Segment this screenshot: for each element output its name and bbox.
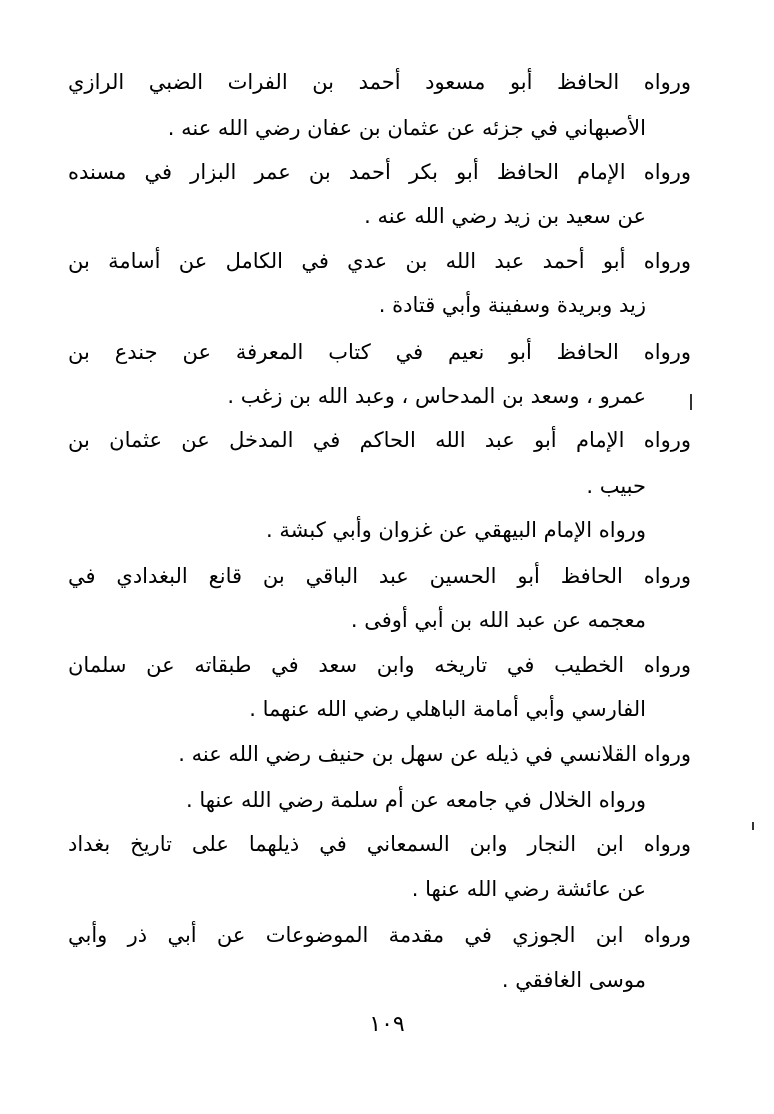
margin-mark — [690, 394, 692, 410]
text-line-10: حبيب . — [586, 474, 646, 498]
text-line-18: ورواه ابن النجار وابن السمعاني في ذيلهما على تاريخ بغداد — [68, 832, 691, 856]
text-line-20: ورواه ابن الجوزي في مقدمة الموضوعات عن أبي ذر وأبي — [68, 923, 691, 947]
text-line-6: زيد وبريدة وسفينة وأبي قتادة . — [378, 293, 646, 317]
text-line-14: ورواه الخطيب في تاريخه وابن سعد في طبقاته عن سلمان — [68, 653, 691, 677]
text-line-21: موسى الغافقي . — [501, 968, 646, 992]
text-line-9: ورواه الإمام أبو عبد الله الحاكم في المدخل عن عثمان بن — [68, 428, 691, 452]
text-line-12: ورواه الحافظ أبو الحسين عبد الباقي بن قانع البغدادي في — [68, 564, 691, 588]
margin-mark — [752, 822, 754, 830]
text-line-4: عن سعيد بن زيد رضي الله عنه . — [364, 204, 646, 228]
text-line-16: ورواه القلانسي في ذيله عن سهل بن حنيف رضي الله عنه . — [178, 742, 691, 766]
text-line-8: عمرو ، وسعد بن المدحاس ، وعبد الله بن زغب . — [227, 384, 646, 408]
text-line-19: عن عائشة رضي الله عنها . — [411, 877, 646, 901]
text-line-17: ورواه الخلال في جامعه عن أم سلمة رضي الله عنها . — [186, 788, 646, 812]
text-line-2: الأصبهاني في جزئه عن عثمان بن عفان رضي الله عنه . — [167, 116, 646, 140]
text-line-15: الفارسي وأبي أمامة الباهلي رضي الله عنهما . — [249, 697, 646, 721]
text-line-11: ورواه الإمام البيهقي عن غزوان وأبي كبشة . — [266, 518, 646, 542]
text-line-3: ورواه الإمام الحافظ أبو بكر أحمد بن عمر البزار في مسنده — [68, 160, 691, 184]
text-line-13: معجمه عن عبد الله بن أبي أوفى . — [350, 608, 646, 632]
text-line-5: ورواه أبو أحمد عبد الله بن عدي في الكامل عن أسامة بن — [68, 249, 691, 273]
page-number: ١٠٩ — [369, 1012, 405, 1037]
text-line-7: ورواه الحافظ أبو نعيم في كتاب المعرفة عن جندع بن — [68, 340, 691, 364]
text-line-1: ورواه الحافظ أبو مسعود أحمد بن الفرات الضبي الرازي — [68, 70, 691, 94]
